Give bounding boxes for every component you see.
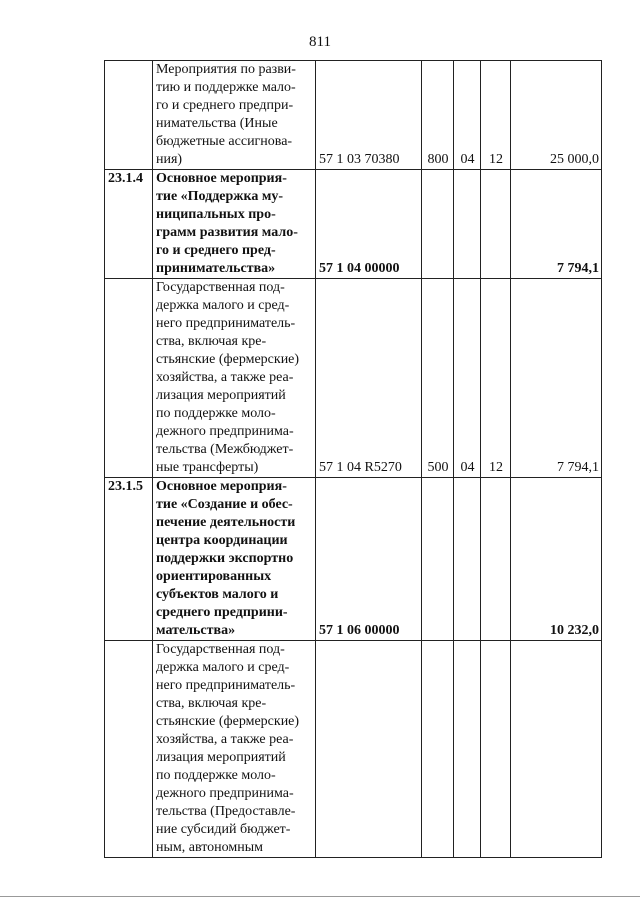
row-name-cell: Мероприятия по разви- тию и поддержке мало- го и среднего предпри- нимательства (Иные бюджетные ассигнова- ния)	[153, 61, 316, 170]
table-row	[105, 279, 602, 478]
row-subsection-cell	[481, 641, 511, 858]
row-amount-cell: 7 794,1	[511, 170, 602, 279]
row-name-cell: Государственная под- держка малого и сред- него предприниматель- ства, включая кре- стьянские (фермерские) хозяйства, а также реа- лизация мероприятий по поддержке моло- дежного предпринима- тельства (Предоставле- ние субсидий бюджет- ным, автономным	[153, 641, 316, 858]
row-name-cell: Основное мероприя- тие «Создание и обес- печение деятельности центра координации поддержки экспортно ориентированных субъектов малого и среднего предприни- мательства»	[153, 478, 316, 641]
row-subsection-cell	[481, 170, 511, 279]
row-code-cell	[316, 641, 422, 858]
row-subsection-cell	[481, 478, 511, 641]
row-section-cell	[454, 170, 481, 279]
row-section-cell	[454, 478, 481, 641]
row-number-cell	[105, 61, 153, 170]
row-name-cell: Государственная под- держка малого и сред- него предприниматель- ства, включая кре- стьянские (фермерские) хозяйства, а также реа- лизация мероприятий по поддержке моло- дежного предпринима- тельства (Межбюджет- ные трансферты)	[153, 279, 316, 478]
row-amount-cell: 10 232,0	[511, 478, 602, 641]
row-code-cell: 57 1 06 00000	[316, 478, 422, 641]
row-type-cell: 800	[422, 61, 454, 170]
row-subsection-cell: 12	[481, 279, 511, 478]
row-number-cell	[105, 641, 153, 858]
row-code-cell: 57 1 03 70380	[316, 61, 422, 170]
row-number-cell	[105, 279, 153, 478]
row-number-cell: 23.1.4	[105, 170, 153, 279]
page-bottom-rule	[0, 896, 640, 897]
budget-table	[104, 60, 602, 858]
table-row	[105, 641, 602, 858]
row-code-cell: 57 1 04 R5270	[316, 279, 422, 478]
row-type-cell	[422, 170, 454, 279]
row-type-cell	[422, 641, 454, 858]
table-row	[105, 170, 602, 279]
table-row	[105, 61, 602, 170]
row-section-cell: 04	[454, 61, 481, 170]
row-type-cell	[422, 478, 454, 641]
row-name-cell: Основное мероприя- тие «Поддержка му- ниципальных про- грамм развития мало- го и среднего пред- принимательства»	[153, 170, 316, 279]
row-subsection-cell: 12	[481, 61, 511, 170]
row-section-cell	[454, 641, 481, 858]
row-code-cell: 57 1 04 00000	[316, 170, 422, 279]
table-body	[105, 61, 602, 858]
row-section-cell: 04	[454, 279, 481, 478]
row-number-cell: 23.1.5	[105, 478, 153, 641]
row-amount-cell	[511, 641, 602, 858]
row-amount-cell: 25 000,0	[511, 61, 602, 170]
table-row	[105, 478, 602, 641]
page-number: 811	[309, 34, 331, 50]
row-amount-cell: 7 794,1	[511, 279, 602, 478]
row-type-cell: 500	[422, 279, 454, 478]
